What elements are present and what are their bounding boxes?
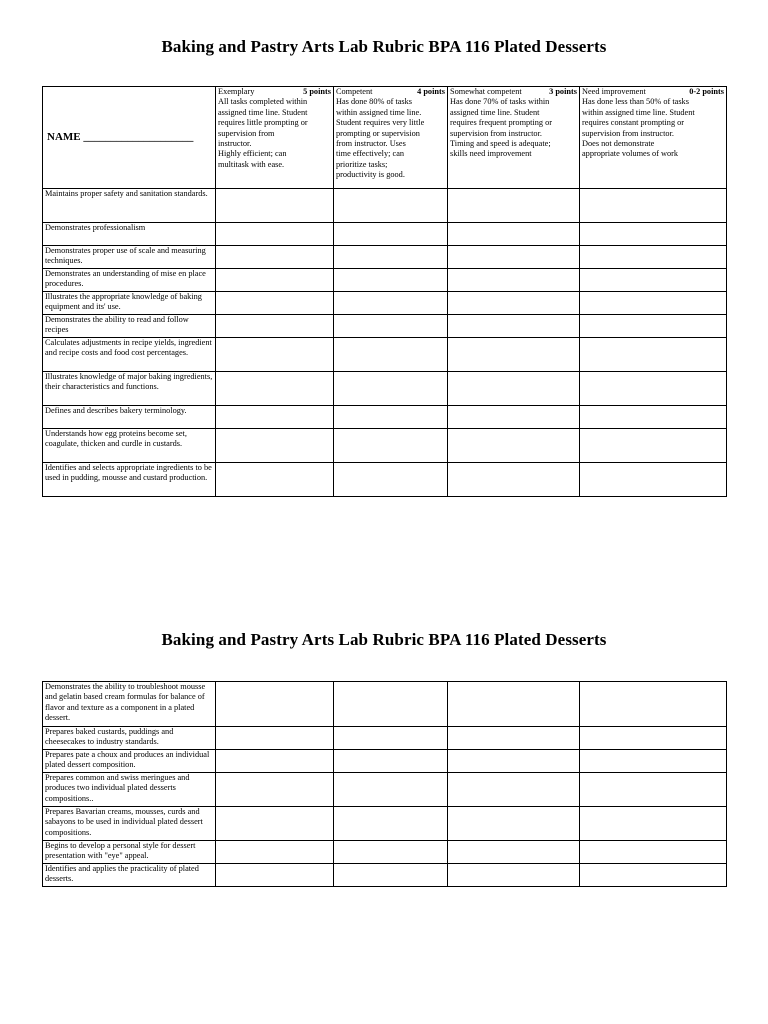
level-points: 3 points xyxy=(549,87,577,96)
score-cell[interactable] xyxy=(580,682,727,727)
criterion-label: Identifies and selects appropriate ingredients to be used in pudding, mousse and custard production. xyxy=(43,463,216,497)
table-row xyxy=(43,864,727,887)
level-description: Highly efficient; can xyxy=(218,149,287,159)
score-cell[interactable] xyxy=(216,864,334,887)
criterion-label: Calculates adjustments in recipe yields, ingredient and recipe costs and food cost percentages. xyxy=(43,338,216,372)
level-description: appropriate volumes of work xyxy=(582,149,679,159)
level-description: skills need improvement xyxy=(450,149,532,159)
level-description: productivity is good. xyxy=(336,170,405,180)
criterion-label: Demonstrates an understanding of mise en place procedures. xyxy=(43,269,216,292)
score-cell[interactable] xyxy=(334,246,448,269)
rubric-table xyxy=(42,86,727,497)
score-cell[interactable] xyxy=(448,773,580,807)
table-row xyxy=(43,750,727,773)
table-row xyxy=(43,406,727,429)
score-cell[interactable] xyxy=(448,338,580,372)
score-cell[interactable] xyxy=(216,841,334,864)
level-description: within assigned time line. xyxy=(336,107,422,117)
score-cell[interactable] xyxy=(334,338,448,372)
score-cell[interactable] xyxy=(448,807,580,841)
score-cell[interactable] xyxy=(448,864,580,887)
level-points: 5 points xyxy=(303,87,331,96)
score-cell[interactable] xyxy=(216,246,334,269)
score-cell[interactable] xyxy=(580,841,727,864)
criterion-label: Identifies and applies the practicality of plated desserts. xyxy=(43,864,216,887)
score-cell[interactable] xyxy=(580,223,727,246)
level-description: requires constant prompting or xyxy=(582,118,685,128)
level-label: Exemplary xyxy=(218,87,255,96)
criterion-label: Prepares baked custards, puddings and cheesecakes to industry standards. xyxy=(43,727,216,750)
level-description: supervision from instructor. xyxy=(582,128,674,138)
score-cell[interactable] xyxy=(334,315,448,338)
level-description: supervision from instructor. xyxy=(450,128,542,138)
table-row xyxy=(43,682,727,727)
rubric-title: Baking and Pastry Arts Lab Rubric BPA 116 Plated Desserts xyxy=(161,630,607,649)
score-cell[interactable] xyxy=(216,315,334,338)
level-header xyxy=(216,87,334,189)
level-description: multitask with ease. xyxy=(218,159,285,169)
score-cell[interactable] xyxy=(334,841,448,864)
score-cell[interactable] xyxy=(448,750,580,773)
score-cell[interactable] xyxy=(216,372,334,406)
score-cell[interactable] xyxy=(580,727,727,750)
level-description: requires frequent prompting or xyxy=(450,118,553,128)
score-cell[interactable] xyxy=(448,292,580,315)
score-cell[interactable] xyxy=(216,682,334,727)
score-cell[interactable] xyxy=(580,338,727,372)
level-points: 4 points xyxy=(417,87,445,96)
criterion-label: Prepares Bavarian creams, mousses, curds and sabayons to be used in individual plated dessert compositions. xyxy=(43,807,216,841)
score-cell[interactable] xyxy=(580,189,727,223)
score-cell[interactable] xyxy=(216,750,334,773)
level-description: assigned time line. Student xyxy=(218,107,308,117)
score-cell[interactable] xyxy=(216,807,334,841)
criterion-label: Demonstrates proper use of scale and measuring techniques. xyxy=(43,246,216,269)
level-description: instructor. xyxy=(218,139,252,149)
score-cell[interactable] xyxy=(580,773,727,807)
table-row xyxy=(43,372,727,406)
criterion-label: Begins to develop a personal style for dessert presentation with "eye" appeal. xyxy=(43,841,216,864)
level-description: within assigned time line. Student xyxy=(582,107,695,117)
criterion-label: Prepares common and swiss meringues and produces two individual plated desserts compositions.. xyxy=(43,773,216,807)
level-points: 0-2 points xyxy=(689,87,724,96)
score-cell[interactable] xyxy=(448,406,580,429)
score-cell[interactable] xyxy=(448,269,580,292)
name-field[interactable]: NAME ____________________ xyxy=(43,87,216,189)
rubric-title: Baking and Pastry Arts Lab Rubric BPA 116 Plated Desserts xyxy=(161,37,607,56)
criterion-label: Demonstrates professionalism xyxy=(43,223,216,246)
score-cell[interactable] xyxy=(580,292,727,315)
level-description: from instructor. Uses xyxy=(336,139,406,149)
score-cell[interactable] xyxy=(216,189,334,223)
level-description: prompting or supervision xyxy=(336,128,420,138)
score-cell[interactable] xyxy=(580,864,727,887)
score-cell[interactable] xyxy=(334,372,448,406)
score-cell[interactable] xyxy=(216,338,334,372)
table-row xyxy=(43,463,727,497)
score-cell[interactable] xyxy=(580,750,727,773)
table-row xyxy=(43,841,727,864)
criterion-label: Illustrates knowledge of major baking ingredients, their characteristics and functions. xyxy=(43,372,216,406)
score-cell[interactable] xyxy=(448,682,580,727)
table-row xyxy=(43,223,727,246)
table-row xyxy=(43,338,727,372)
score-cell[interactable] xyxy=(448,841,580,864)
score-cell[interactable] xyxy=(448,223,580,246)
header-row xyxy=(43,87,727,189)
level-description: All tasks completed within xyxy=(218,97,308,107)
level-description: Has done 70% of tasks within xyxy=(450,97,550,107)
table-row xyxy=(43,727,727,750)
score-cell[interactable] xyxy=(580,807,727,841)
table-row xyxy=(43,773,727,807)
level-header xyxy=(580,87,727,189)
level-header xyxy=(334,87,448,189)
score-cell[interactable] xyxy=(580,429,727,463)
score-cell[interactable] xyxy=(334,463,448,497)
score-cell[interactable] xyxy=(216,727,334,750)
score-cell[interactable] xyxy=(216,292,334,315)
score-cell[interactable] xyxy=(580,246,727,269)
criterion-label: Maintains proper safety and sanitation standards. xyxy=(43,189,216,223)
criterion-label: Demonstrates the ability to troubleshoot mousse and gelatin based cream formulas for balance of flavor and texture as a component in a plated dessert. xyxy=(43,682,216,727)
criterion-label: Demonstrates the ability to read and follow recipes xyxy=(43,315,216,338)
score-cell[interactable] xyxy=(580,372,727,406)
level-label: Somewhat competent xyxy=(450,87,522,96)
score-cell[interactable] xyxy=(334,223,448,246)
score-cell[interactable] xyxy=(334,189,448,223)
score-cell[interactable] xyxy=(448,727,580,750)
score-cell[interactable] xyxy=(334,750,448,773)
criterion-label: Understands how egg proteins become set, coagulate, thicken and curdle in custards. xyxy=(43,429,216,463)
score-cell[interactable] xyxy=(448,463,580,497)
table-row xyxy=(43,246,727,269)
score-cell[interactable] xyxy=(216,223,334,246)
score-cell[interactable] xyxy=(448,315,580,338)
level-description: Has done less than 50% of tasks xyxy=(582,97,689,107)
score-cell[interactable] xyxy=(334,864,448,887)
score-cell[interactable] xyxy=(448,429,580,463)
score-cell[interactable] xyxy=(448,246,580,269)
score-cell[interactable] xyxy=(334,292,448,315)
score-cell[interactable] xyxy=(448,189,580,223)
score-cell[interactable] xyxy=(580,406,727,429)
table-row xyxy=(43,315,727,338)
score-cell[interactable] xyxy=(334,406,448,429)
level-description: assigned time line. Student xyxy=(450,107,540,117)
rubric-table xyxy=(42,681,727,887)
score-cell[interactable] xyxy=(216,429,334,463)
table-row xyxy=(43,429,727,463)
table-row xyxy=(43,269,727,292)
score-cell[interactable] xyxy=(334,727,448,750)
level-header xyxy=(448,87,580,189)
criterion-label: Illustrates the appropriate knowledge of baking equipment and its' use. xyxy=(43,292,216,315)
table-row xyxy=(43,189,727,223)
level-description: Does not demonstrate xyxy=(582,139,655,149)
level-description: time effectively; can xyxy=(336,149,405,159)
level-description: Has done 80% of tasks xyxy=(336,97,413,107)
level-description: supervision from xyxy=(218,128,275,138)
table-row xyxy=(43,807,727,841)
score-cell[interactable] xyxy=(448,372,580,406)
criterion-label: Prepares pate a choux and produces an individual plated dessert composition. xyxy=(43,750,216,773)
score-cell[interactable] xyxy=(334,807,448,841)
level-description: Timing and speed is adequate; xyxy=(450,139,551,149)
level-label: Need improvement xyxy=(582,87,646,96)
level-description: Student requires very little xyxy=(336,118,425,128)
score-cell[interactable] xyxy=(216,269,334,292)
level-description: requires little prompting or xyxy=(218,118,308,128)
score-cell[interactable] xyxy=(334,682,448,727)
score-cell[interactable] xyxy=(216,406,334,429)
score-cell[interactable] xyxy=(580,269,727,292)
score-cell[interactable] xyxy=(580,315,727,338)
score-cell[interactable] xyxy=(334,773,448,807)
score-cell[interactable] xyxy=(334,429,448,463)
score-cell[interactable] xyxy=(216,463,334,497)
level-label: Competent xyxy=(336,87,373,96)
table-row xyxy=(43,292,727,315)
score-cell[interactable] xyxy=(216,773,334,807)
criterion-label: Defines and describes bakery terminology. xyxy=(43,406,216,429)
level-description: prioritize tasks; xyxy=(336,159,388,169)
score-cell[interactable] xyxy=(334,269,448,292)
score-cell[interactable] xyxy=(580,463,727,497)
